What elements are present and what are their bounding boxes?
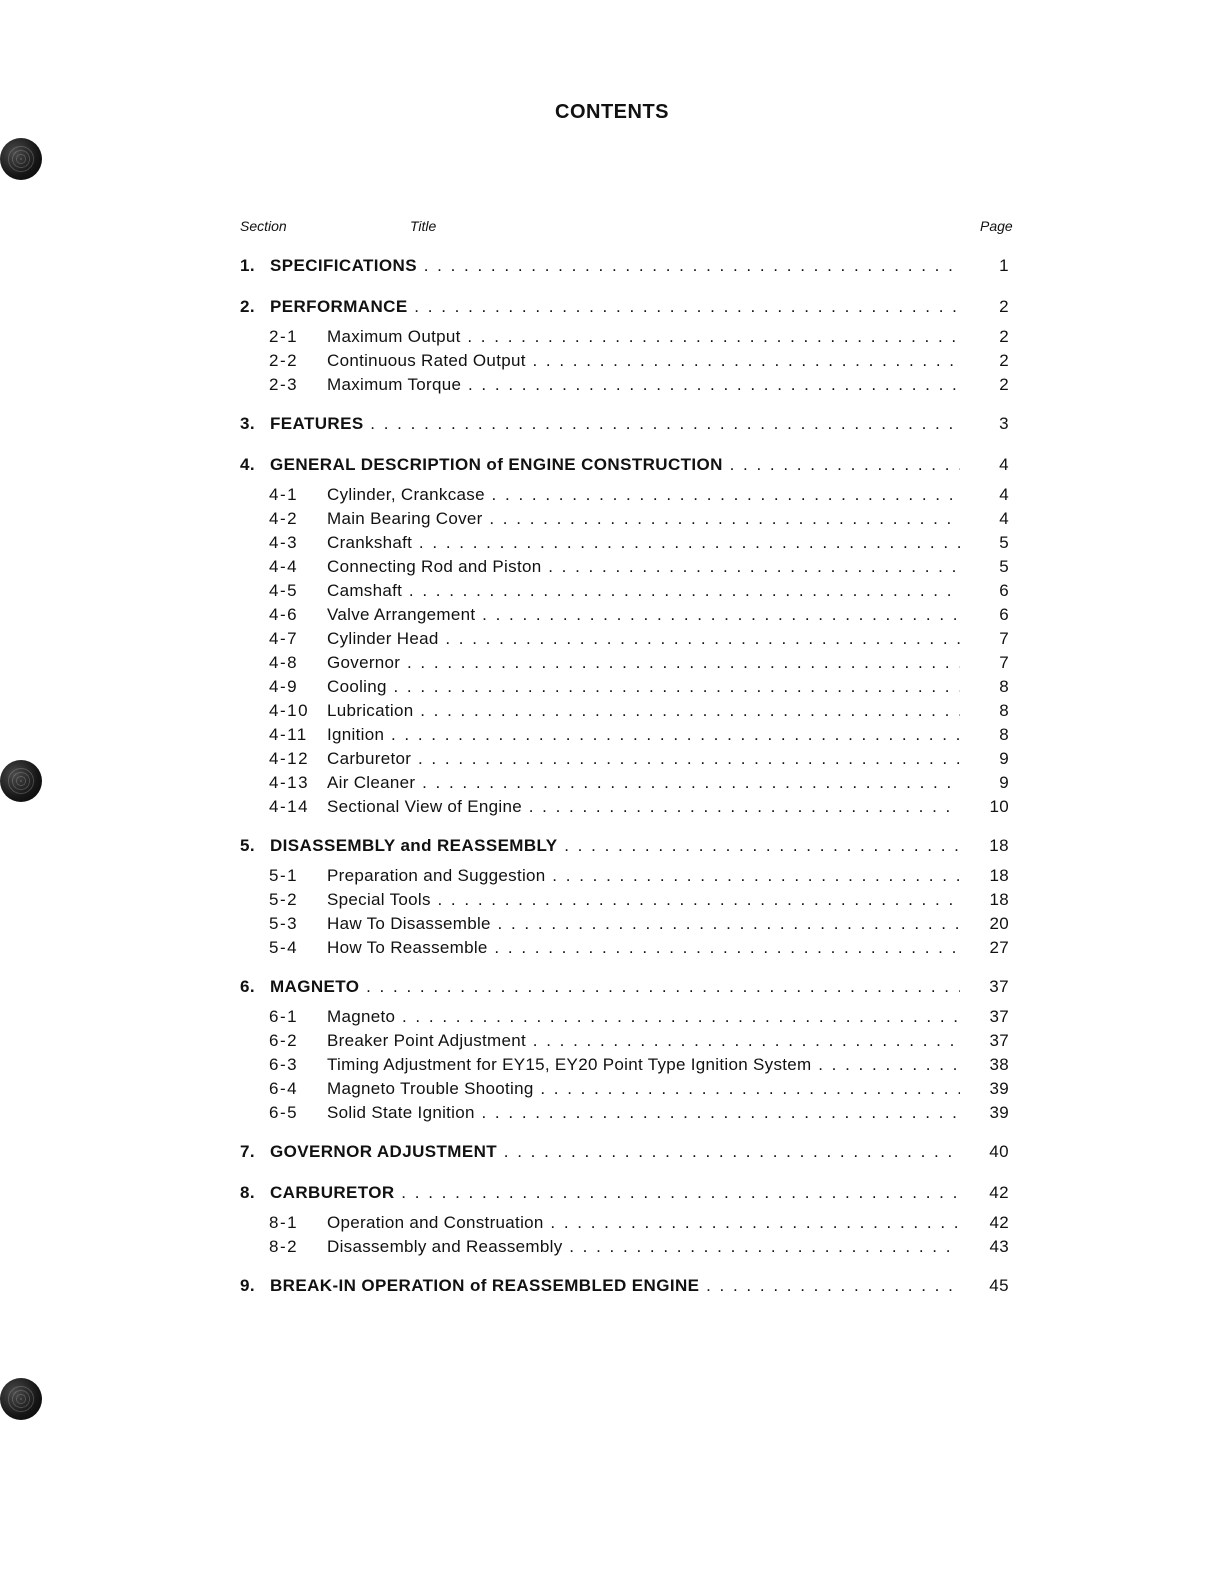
subsection-title: Solid State Ignition . . . [327, 1101, 960, 1125]
page-number: 2 [999, 327, 1009, 346]
subsection-number: 5-1 [269, 866, 299, 885]
page-number: 27 [989, 938, 1009, 957]
subsection-number: 4-7 [269, 629, 299, 648]
toc-subentry [240, 651, 1015, 675]
toc-subentry [240, 603, 1015, 627]
page-number: 37 [989, 1007, 1009, 1026]
subsection-title: Breaker Point Adjustment . . . [327, 1029, 960, 1053]
subsection-number: 5-4 [269, 938, 299, 957]
toc-subentry [240, 483, 1015, 507]
page-number: 18 [989, 890, 1009, 909]
subsection-title: Cylinder, Crankcase . . . [327, 483, 960, 507]
page-number: 39 [989, 1103, 1009, 1122]
table-of-contents [240, 252, 1015, 1313]
subsection-title: How To Reassemble . . . [327, 936, 960, 960]
subsection-number: 8-2 [269, 1237, 299, 1256]
toc-entry [240, 451, 1015, 479]
subsection-title: Maximum Output . . . [327, 325, 960, 349]
toc-entry [240, 1272, 1015, 1300]
page-number: 9 [999, 749, 1009, 768]
page-number: 8 [999, 701, 1009, 720]
subsection-title: Camshaft . . . [327, 579, 960, 603]
subsection-number: 6-3 [269, 1055, 299, 1074]
section-number: 3. [240, 414, 255, 433]
punch-hole-top [0, 138, 42, 180]
toc-subsections [240, 1211, 1015, 1259]
toc-entry [240, 293, 1015, 321]
page-number: 42 [989, 1183, 1009, 1202]
page-number: 8 [999, 677, 1009, 696]
page-title: CONTENTS [555, 101, 669, 123]
punch-hole-middle [0, 760, 42, 802]
subsection-title: Carburetor . . . [327, 747, 960, 771]
subsection-title: Air Cleaner . . . [327, 771, 960, 795]
toc-subentry [240, 579, 1015, 603]
subsection-number: 6-5 [269, 1103, 299, 1122]
toc-subentry [240, 1211, 1015, 1235]
page-number: 4 [999, 509, 1009, 528]
toc-chapter [240, 451, 1015, 819]
section-title: GOVERNOR ADJUSTMENT . . . [270, 1138, 960, 1166]
toc-subentry [240, 555, 1015, 579]
page-number: 38 [989, 1055, 1009, 1074]
subsection-number: 4-1 [269, 485, 299, 504]
page-number: 1 [999, 256, 1009, 275]
subsection-title: Lubrication . . . [327, 699, 960, 723]
section-number: 1. [240, 256, 255, 275]
page-number: 37 [989, 1031, 1009, 1050]
subsection-number: 5-2 [269, 890, 299, 909]
toc-subentry [240, 1029, 1015, 1053]
page-number: 2 [999, 351, 1009, 370]
toc-subentry [240, 373, 1015, 397]
page-number: 37 [989, 977, 1009, 996]
toc-chapter [240, 973, 1015, 1125]
subsection-number: 4-11 [269, 725, 308, 744]
subsection-title: Maximum Torque . . . [327, 373, 960, 397]
toc-entry [240, 410, 1015, 438]
page-number: 20 [989, 914, 1009, 933]
toc-subentry [240, 771, 1015, 795]
subsection-number: 4-2 [269, 509, 299, 528]
toc-subentry [240, 531, 1015, 555]
toc-subentry [240, 699, 1015, 723]
page-number: 3 [999, 414, 1009, 433]
section-number: 7. [240, 1142, 255, 1161]
toc-subentry [240, 627, 1015, 651]
toc-chapter [240, 1179, 1015, 1259]
page-number: 2 [999, 297, 1009, 316]
subsection-number: 2-3 [269, 375, 299, 394]
toc-chapter [240, 832, 1015, 960]
subsection-number: 4-13 [269, 773, 310, 792]
page-number: 40 [989, 1142, 1009, 1161]
subsection-title: Cylinder Head . . . [327, 627, 960, 651]
toc-chapter [240, 1272, 1015, 1300]
subsection-number: 4-4 [269, 557, 299, 576]
subsection-title: Main Bearing Cover . . . [327, 507, 960, 531]
section-number: 8. [240, 1183, 255, 1202]
toc-subentry [240, 795, 1015, 819]
subsection-number: 6-2 [269, 1031, 299, 1050]
toc-subentry [240, 936, 1015, 960]
subsection-number: 8-1 [269, 1213, 299, 1232]
toc-chapter [240, 410, 1015, 438]
subsection-number: 4-9 [269, 677, 299, 696]
toc-chapter [240, 1138, 1015, 1166]
toc-subentry [240, 888, 1015, 912]
toc-entry [240, 252, 1015, 280]
section-number: 5. [240, 836, 255, 855]
subsection-number: 4-10 [269, 701, 310, 720]
subsection-number: 4-5 [269, 581, 299, 600]
section-number: 6. [240, 977, 255, 996]
section-title: PERFORMANCE . . . [270, 293, 960, 321]
section-number: 2. [240, 297, 255, 316]
subsection-number: 6-1 [269, 1007, 299, 1026]
toc-subentry [240, 723, 1015, 747]
page-number: 18 [989, 836, 1009, 855]
subsection-title: Preparation and Suggestion . . . [327, 864, 960, 888]
subsection-title: Continuous Rated Output . . . [327, 349, 960, 373]
section-title: FEATURES . . . [270, 410, 960, 438]
column-header-page: Page [980, 218, 1013, 234]
toc-entry [240, 973, 1015, 1001]
toc-subsections [240, 325, 1015, 397]
page-number: 2 [999, 375, 1009, 394]
toc-entry [240, 832, 1015, 860]
punch-hole-bottom [0, 1378, 42, 1420]
subsection-title: Haw To Disassemble . . . [327, 912, 960, 936]
toc-chapter [240, 252, 1015, 280]
section-title: GENERAL DESCRIPTION of ENGINE CONSTRUCTION . . . [270, 451, 960, 479]
subsection-number: 2-2 [269, 351, 299, 370]
page-number: 6 [999, 605, 1009, 624]
page-number: 43 [989, 1237, 1009, 1256]
page-number: 10 [989, 797, 1009, 816]
subsection-title: Sectional View of Engine . . . [327, 795, 960, 819]
toc-chapter [240, 293, 1015, 397]
section-title: MAGNETO . . . [270, 973, 960, 1001]
subsection-title: Disassembly and Reassembly . . . [327, 1235, 960, 1259]
page-number: 4 [999, 485, 1009, 504]
subsection-number: 4-12 [269, 749, 310, 768]
toc-subentry [240, 912, 1015, 936]
toc-subentry [240, 1235, 1015, 1259]
page-number: 39 [989, 1079, 1009, 1098]
toc-subentry [240, 1101, 1015, 1125]
toc-entry [240, 1138, 1015, 1166]
page-number: 5 [999, 533, 1009, 552]
page-number: 45 [989, 1276, 1009, 1295]
subsection-number: 4-8 [269, 653, 299, 672]
subsection-number: 4-14 [269, 797, 310, 816]
section-number: 9. [240, 1276, 255, 1295]
column-header-title: Title [410, 218, 437, 234]
section-title: SPECIFICATIONS . . . [270, 252, 960, 280]
subsection-title: Crankshaft . . . [327, 531, 960, 555]
section-title: CARBURETOR . . . [270, 1179, 960, 1207]
toc-subsections [240, 1005, 1015, 1125]
toc-subentry [240, 1005, 1015, 1029]
subsection-title: Timing Adjustment for EY15, EY20 Point Type Ignition System . . . [327, 1053, 960, 1077]
section-title: DISASSEMBLY and REASSEMBLY . . . [270, 832, 960, 860]
subsection-title: Connecting Rod and Piston . . . [327, 555, 960, 579]
subsection-title: Valve Arrangement . . . [327, 603, 960, 627]
page-number: 42 [989, 1213, 1009, 1232]
page-number: 7 [999, 629, 1009, 648]
page-number: 9 [999, 773, 1009, 792]
section-title: BREAK-IN OPERATION of REASSEMBLED ENGINE . . . [270, 1272, 960, 1300]
subsection-number: 2-1 [269, 327, 299, 346]
page-number: 8 [999, 725, 1009, 744]
subsection-title: Magneto . . . [327, 1005, 960, 1029]
page-number: 5 [999, 557, 1009, 576]
toc-subentry [240, 864, 1015, 888]
subsection-number: 5-3 [269, 914, 299, 933]
page-number: 18 [989, 866, 1009, 885]
page-number: 6 [999, 581, 1009, 600]
toc-subentry [240, 1077, 1015, 1101]
subsection-title: Operation and Construation . . . [327, 1211, 960, 1235]
subsection-number: 6-4 [269, 1079, 299, 1098]
toc-subentry [240, 1053, 1015, 1077]
toc-subsections [240, 483, 1015, 819]
subsection-title: Special Tools . . . [327, 888, 960, 912]
subsection-title: Magneto Trouble Shooting . . . [327, 1077, 960, 1101]
subsection-title: Cooling . . . [327, 675, 960, 699]
subsection-title: Governor . . . [327, 651, 960, 675]
subsection-number: 4-3 [269, 533, 299, 552]
toc-entry [240, 1179, 1015, 1207]
toc-subentry [240, 507, 1015, 531]
toc-subentry [240, 675, 1015, 699]
page-number: 7 [999, 653, 1009, 672]
subsection-title: Ignition . . . [327, 723, 960, 747]
toc-subentry [240, 349, 1015, 373]
toc-subsections [240, 864, 1015, 960]
section-number: 4. [240, 455, 255, 474]
toc-subentry [240, 325, 1015, 349]
column-header-section: Section [240, 218, 287, 234]
toc-subentry [240, 747, 1015, 771]
page-number: 4 [999, 455, 1009, 474]
subsection-number: 4-6 [269, 605, 299, 624]
